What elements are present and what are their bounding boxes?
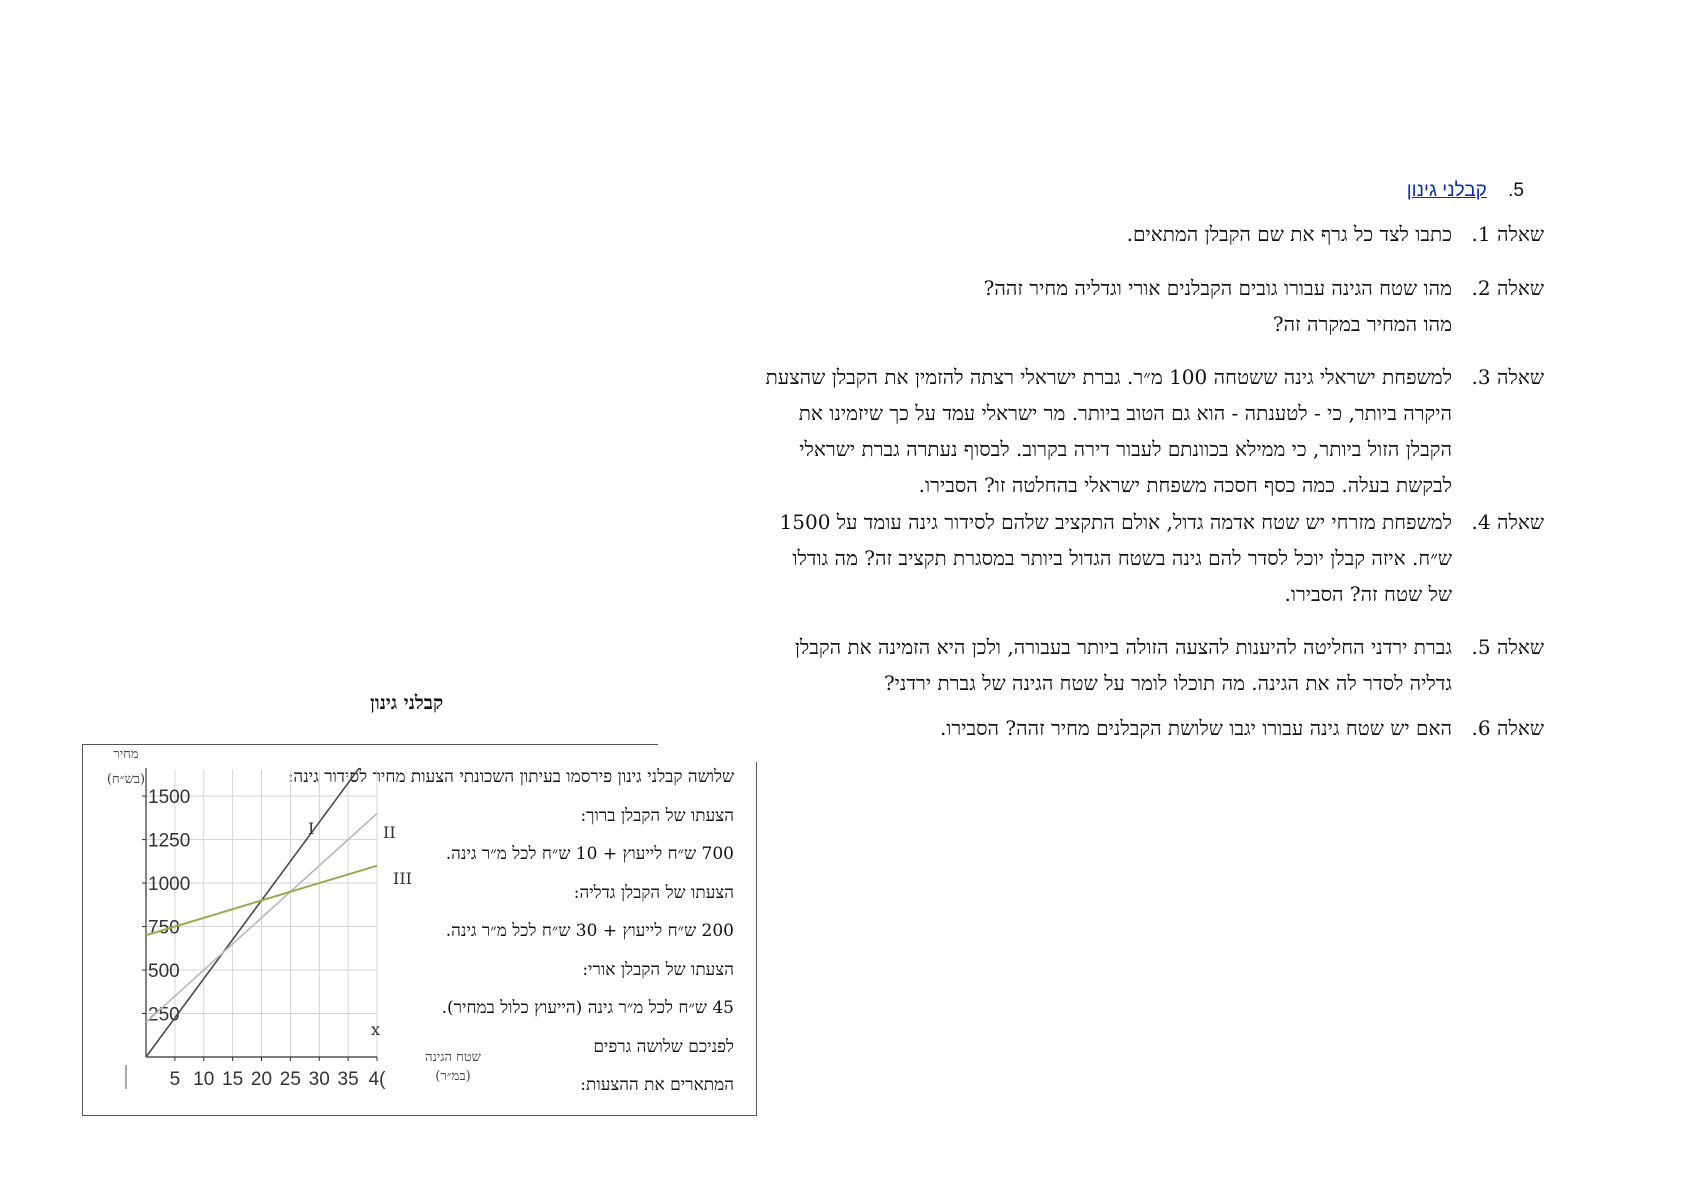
item-header [1407, 180, 1524, 202]
y-tick-label: 1000 [148, 874, 191, 896]
price-chart [82, 738, 482, 1118]
x-tick-label: 35 [337, 1069, 359, 1090]
x-tick-label: 5 [169, 1069, 181, 1090]
offer-line: המתארים את ההצעות: [580, 1075, 734, 1095]
series-label: II [383, 823, 396, 842]
question-line: מהו המחיר במקרה זה? [1272, 312, 1452, 336]
question-line: האם יש שטח גינה עבורו יגבו שלושת הקבלנים מחיר זהה? הסבירו. [939, 716, 1452, 740]
question-text [766, 359, 1452, 503]
x-axis-title: (במ״ר) [435, 1069, 471, 1084]
x-axis-title: שטח הגינה [425, 1050, 481, 1065]
offer-line: 200 ש״ח לייעוץ + 30 ש״ח לכל מ״ר גינה. [445, 921, 734, 941]
question-line: למשפחת ישראלי גינה ששטחה 100 מ״ר. גברת ישראלי רצתה להזמין את הקבלן שהצעת [765, 365, 1452, 389]
question-line: גדליה לסדר לה את הגינה. מה תוכלו לומר על שטח הגינה של גברת ירדני? [883, 671, 1452, 695]
question-line: של שטח זה? הסבירו. [1284, 582, 1452, 606]
question-label: שאלה 5. [1471, 635, 1544, 659]
question-text [940, 710, 1452, 746]
offer-line: 45 ש״ח לכל מ״ר גינה (הייעוץ כלול במחיר). [441, 998, 734, 1018]
question-line: לבקשת בעלה. כמה כסף חסכה משפחת ישראלי בהחלטה זו? הסבירו. [918, 473, 1452, 497]
offer-line: שלושה קבלני גינון פירסמו בעיתון השכונתי הצעות מחיר לסידור גינה: [287, 767, 734, 787]
x-tick-label: 10 [193, 1069, 215, 1090]
item-title-link[interactable]: קבלני גינון [1406, 180, 1487, 201]
offer-line: הצעתו של הקבלן ברוך: [580, 805, 734, 826]
x-tick-label: 15 [222, 1069, 244, 1090]
y-tick-label: 250 [148, 1004, 180, 1026]
question-line: כתבו לצד כל גרף את שם הקבלן המתאים. [1126, 222, 1452, 246]
question-line: מהו שטח הגינה עבורו גובים הקבלנים אורי וגדליה מחיר זהה? [983, 276, 1452, 300]
y-axis-title: מחיר [113, 747, 139, 762]
series-label: III [393, 869, 412, 888]
question-label: שאלה 6. [1471, 716, 1544, 740]
question-text [780, 504, 1452, 612]
series-label: I [308, 819, 315, 838]
offer-line: לפניכם שלושה גרפים [593, 1036, 734, 1057]
x-tick-label: 30 [308, 1069, 330, 1090]
question-line: למשפחת מזרחי יש שטח אדמה גדול, אולם התקציב שלהם לסידור גינה עומד על 1500 [779, 510, 1452, 534]
question-label: שאלה 2. [1471, 276, 1544, 300]
question-line: גברת ירדני החליטה להיענות להצעה הזולה ביותר בעבורה, ולכן היא הזמינה את הקבלן [794, 635, 1452, 659]
y-tick-label: 500 [148, 961, 180, 983]
question-label: שאלה 3. [1471, 365, 1544, 389]
item-number: 5. [1508, 180, 1524, 201]
question-label: שאלה 1. [1471, 222, 1544, 246]
offer-line: הצעתו של הקבלן גדליה: [573, 882, 734, 903]
x-axis-symbol: x [371, 1020, 381, 1039]
y-tick-label: 750 [148, 917, 180, 939]
x-tick-label: 25 [279, 1069, 301, 1090]
x-tick-label: 20 [250, 1069, 273, 1090]
question-text [984, 270, 1452, 342]
x-tick-label: 4( [368, 1069, 386, 1090]
y-tick-label: 1500 [148, 787, 191, 809]
question-text [795, 629, 1452, 701]
figure-title: קבלני גינון [370, 692, 444, 714]
question-text [1127, 216, 1452, 252]
y-tick-label: 1250 [148, 830, 191, 852]
question-label: שאלה 4. [1471, 510, 1544, 534]
question-line: הקבלן הזול ביותר, כי ממילא בכוונתם לעבור דירה בקרוב. לבסוף נעתרה גברת ישראלי [799, 437, 1452, 461]
question-line: ש״ח. איזה קבלן יוכל לסדר להם גינה בשטח הגדול ביותר במסגרת תקציב זה? מה גודלו [792, 546, 1452, 570]
offer-line: 700 ש״ח לייעוץ + 10 ש״ח לכל מ״ר גינה. [445, 844, 734, 864]
offer-line: הצעתו של הקבלן אורי: [582, 959, 734, 980]
y-axis-title: (בש״ח) [106, 772, 146, 787]
question-line: היקרה ביותר, כי - לטענתה - הוא גם הטוב ביותר. מר ישראלי עמד על כך שיזמינו את [798, 401, 1452, 425]
